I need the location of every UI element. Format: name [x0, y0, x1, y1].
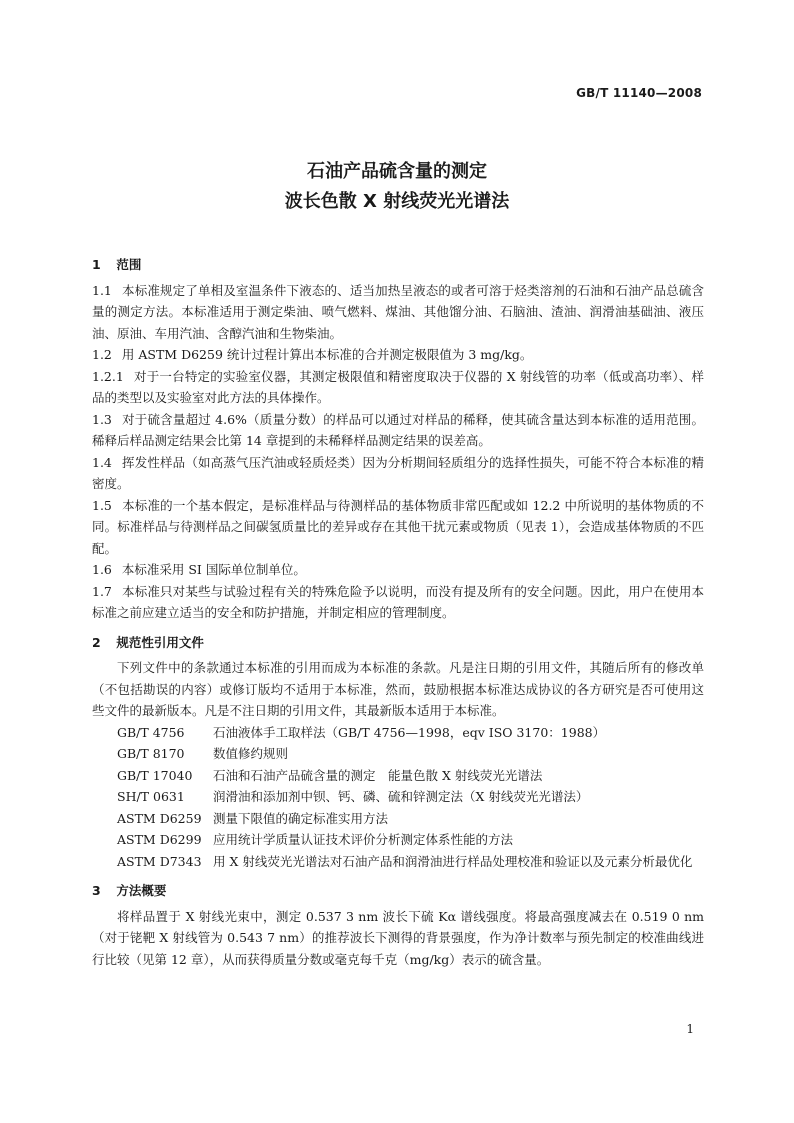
- reference-code: ASTM D6299: [117, 832, 202, 847]
- reference-item: [92, 851, 704, 873]
- clause-text: 本标准只对某些与试验过程有关的特殊危险予以说明，而没有提及所有的安全问题。因此，用户在使用本标准之前应建立适当的安全和防护措施，并制定相应的管理制度。: [92, 583, 704, 620]
- reference-title: 数值修约规则: [213, 746, 289, 761]
- reference-code: ASTM D6259: [117, 810, 202, 826]
- reference-title: 测量下限值的确定标准实用方法: [213, 810, 389, 826]
- reference-code: ASTM D7343: [117, 853, 202, 869]
- document-body: [92, 254, 704, 970]
- reference-code: GB/T 17040: [117, 767, 193, 783]
- reference-title: 应用统计学质量认证技术评价分析测定体系性能的方法: [213, 832, 514, 847]
- clause-number: 1.2.1: [92, 368, 124, 384]
- clause-1-1: [92, 280, 704, 345]
- clause-number: 1.5: [92, 497, 112, 513]
- clause-text: 用 ASTM D6259 统计过程计算出本标准的合并测定极限值为 3 mg/kg。: [121, 347, 533, 362]
- standard-code: GB/T 11140—2008: [576, 86, 702, 100]
- reference-code: SH/T 0631: [117, 789, 185, 804]
- clause-text: 对于一台特定的实验室仪器，其测定极限值和精密度取决于仪器的 X 射线管的功率（低或高功率）、样品的类型以及实验室对此方法的具体操作。: [92, 368, 704, 405]
- clause-1-4: [92, 452, 704, 495]
- reference-title: 石油液体手工取样法（GB/T 4756—1998，eqv ISO 3170：1988）: [213, 724, 606, 740]
- reference-item: [92, 743, 704, 765]
- reference-title: 用 X 射线荧光光谱法对石油产品和润滑油进行样品处理校准和验证以及元素分析最优化: [213, 853, 693, 869]
- reference-title: 石油和石油产品硫含量的测定 能量色散 X 射线荧光光谱法: [213, 767, 543, 783]
- clause-number: 1.2: [92, 347, 112, 362]
- clause-number: 1.4: [92, 454, 112, 470]
- clause-1-2: [92, 344, 704, 366]
- section-number: 1: [92, 257, 101, 272]
- clause-text: 本标准的一个基本假定，是标准样品与待测样品的基体物质非常匹配或如 12.2 中所说明的基体物质的不同。标准样品与待测样品之间碳氢质量比的差异或存在其他干扰元素或物质（见表 1），会造成基体物质的不匹配。: [92, 497, 704, 556]
- clause-text: 对于硫含量超过 4.6%（质量分数）的样品可以通过对样品的稀释，使其硫含量达到本标准的适用范围。稀释后样品测定结果会比第 14 章提到的未稀释样品测定结果的误差高。: [92, 411, 704, 448]
- clause-number: 1.6: [92, 562, 112, 577]
- page-number: 1: [686, 1022, 694, 1036]
- clause-1-3: [92, 409, 704, 452]
- clause-1-5: [92, 495, 704, 560]
- section-number: 2: [92, 634, 101, 650]
- reference-item: [92, 722, 704, 744]
- clause-number: 1.1: [92, 282, 112, 298]
- document-title-line1: 石油产品硫含量的测定: [307, 161, 487, 182]
- clause-number: 1.7: [92, 583, 112, 599]
- reference-title: 润滑油和添加剂中钡、钙、磷、硫和锌测定法（X 射线荧光光谱法）: [213, 789, 589, 804]
- reference-item: [92, 765, 704, 787]
- section-number: 3: [92, 883, 101, 898]
- section-2-heading: [92, 632, 704, 654]
- clause-1-7: [92, 581, 704, 624]
- reference-item: [92, 829, 704, 851]
- section-2-intro: 下列文件中的条款通过本标准的引用而成为本标准的条款。凡是注日期的引用文件，其随后所有的修改单（不包括勘误的内容）或修订版均不适用于本标准，然而，鼓励根据本标准达成协议的各方研究是否可使用这些文件的最新版本。凡是不注日期的引用文件，其最新版本适用于本标准。: [92, 660, 704, 718]
- section-title: 方法概要: [116, 883, 167, 898]
- document-title-line2: 波长色散 X 射线荧光光谱法: [284, 191, 510, 212]
- clause-text: 挥发性样品（如高蒸气压汽油或轻质烃类）因为分析期间轻质组分的选择性损失，可能不符合本标准的精密度。: [92, 454, 704, 491]
- reference-item: [92, 786, 704, 808]
- section-1-heading: [92, 254, 704, 276]
- clause-text: 本标准采用 SI 国际单位制单位。: [121, 562, 306, 577]
- section-title: 范围: [116, 257, 142, 272]
- section-3-heading: [92, 880, 704, 902]
- clause-1-6: [92, 559, 704, 581]
- section-3-text: 将样品置于 X 射线光束中，测定 0.537 3 nm 波长下硫 Kα 谱线强度。将最高强度减去在 0.519 0 nm（对于铑靶 X 射线管为 0.543 7 nm）的推荐波长下测得的背景强度，作为净计数率与预先制定的校准曲线进行比较（见第 12 章），从而获得质量分数或毫克每千克（mg/kg）表示的硫含量。: [92, 908, 704, 967]
- reference-item: [92, 808, 704, 830]
- reference-code: GB/T 8170: [117, 746, 185, 761]
- reference-code: GB/T 4756: [117, 724, 185, 740]
- clause-number: 1.3: [92, 411, 112, 427]
- clause-text: 本标准规定了单相及室温条件下液态的、适当加热呈液态的或者可溶于烃类溶剂的石油和石油产品总硫含量的测定方法。本标准适用于测定柴油、喷气燃料、煤油、其他馏分油、石脑油、渣油、润滑油基础油、液压油、原油、车用汽油、含醇汽油和生物柴油。: [92, 282, 704, 341]
- section-title: 规范性引用文件: [116, 634, 204, 650]
- clause-1-2-1: [92, 366, 704, 409]
